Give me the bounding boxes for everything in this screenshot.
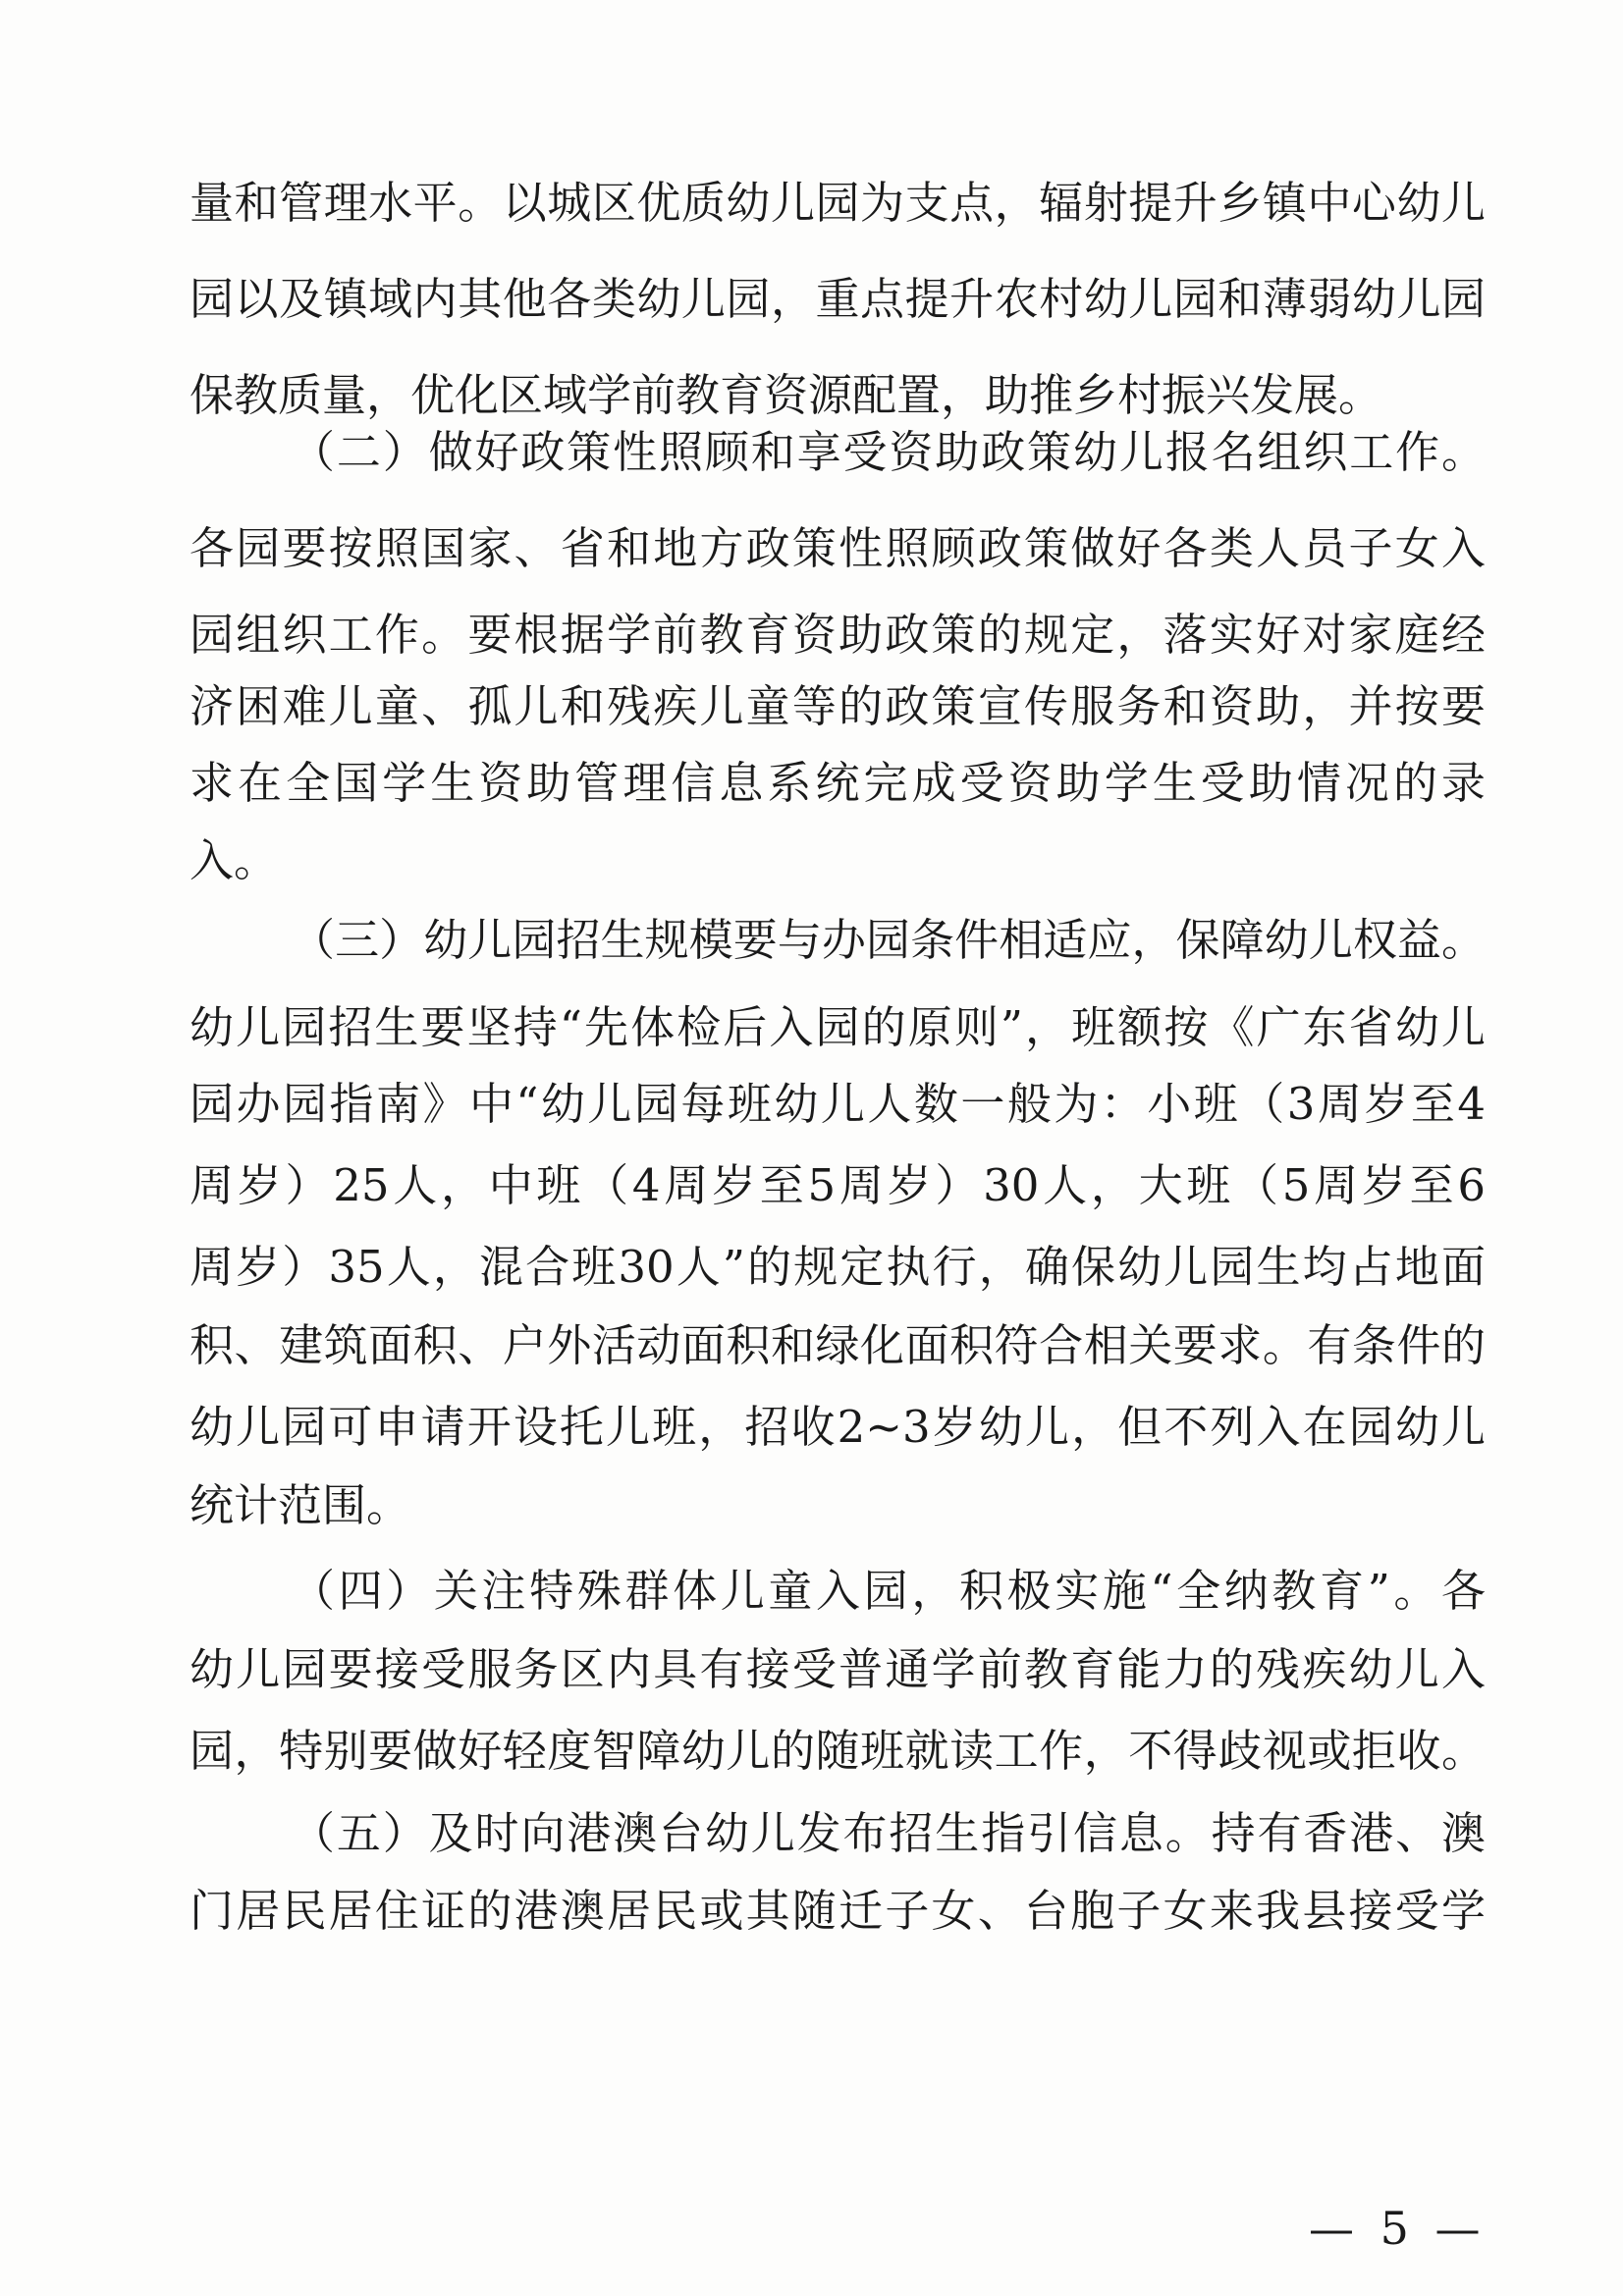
text-line: 园以及镇域内其他各类幼儿园，重点提升农村幼儿园和薄弱幼儿园 (189, 273, 1486, 325)
text-line: 周岁）35人，混合班30人”的规定执行，确保幼儿园生均占地面 (189, 1241, 1486, 1293)
text-line: 幼儿园可申请开设托儿班，招收2~3岁幼儿，但不列入在园幼儿 (189, 1401, 1486, 1453)
text-line: 济困难儿童、孤儿和残疾儿童等的政策宣传服务和资助，并按要 (189, 680, 1486, 732)
text-line: 园组织工作。要根据学前教育资助政策的规定，落实好对家庭经 (189, 609, 1486, 661)
text-line: 园办园指南》中“幼儿园每班幼儿人数一般为：小班（3周岁至4 (189, 1078, 1486, 1130)
text-line: 幼儿园招生要坚持“先体检后入园的原则”，班额按《广东省幼儿 (189, 1001, 1486, 1053)
section-heading-5: （五）及时向港澳台幼儿发布招生指引信息。持有香港、澳 (291, 1807, 1486, 1859)
text-line: 求在全国学生资助管理信息系统完成受资助学生受助情况的录 (189, 757, 1486, 809)
page-number: — 5 — (1309, 2202, 1487, 2255)
section-heading-4: （四）关注特殊群体儿童入园，积极实施“全纳教育”。各 (291, 1565, 1486, 1617)
text-line: 统计范围。 (189, 1479, 411, 1531)
text-line: 门居民居住证的港澳居民或其随迁子女、台胞子女来我县接受学 (189, 1885, 1486, 1937)
text-line: 量和管理水平。以城区优质幼儿园为支点，辐射提升乡镇中心幼儿 (189, 177, 1486, 229)
section-heading-3: （三）幼儿园招生规模要与办园条件相适应，保障幼儿权益。 (291, 914, 1486, 966)
text-line: 园，特别要做好轻度智障幼儿的随班就读工作，不得歧视或拒收。 (189, 1725, 1486, 1777)
text-line: 幼儿园要接受服务区内具有接受普通学前教育能力的残疾幼儿入 (189, 1643, 1486, 1695)
section-heading-2: （二）做好政策性照顾和享受资助政策幼儿报名组织工作。 (291, 426, 1486, 478)
text-line: 入。 (189, 834, 279, 886)
text-line: 各园要按照国家、省和地方政策性照顾政策做好各类人员子女入 (189, 522, 1486, 574)
text-line: 积、建筑面积、户外活动面积和绿化面积符合相关要求。有条件的 (189, 1319, 1486, 1371)
text-line: 保教质量，优化区域学前教育资源配置，助推乡村振兴发展。 (189, 369, 1383, 421)
text-line: 周岁）25人，中班（4周岁至5周岁）30人，大班（5周岁至6 (189, 1159, 1486, 1211)
